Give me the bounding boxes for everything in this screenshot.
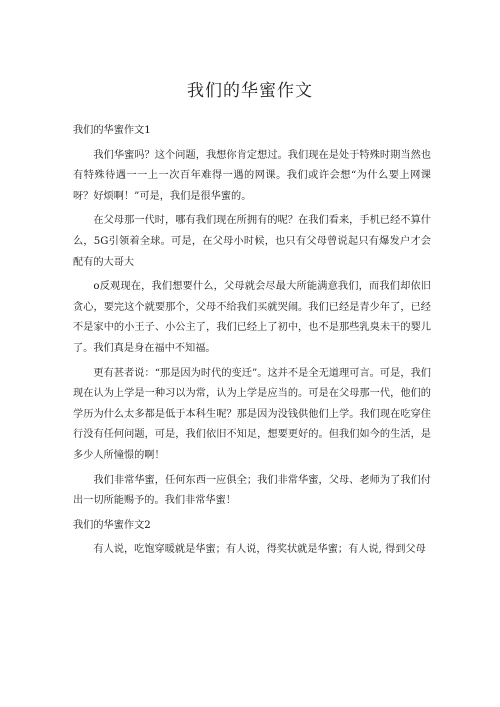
- document-title: 我们的华蜜作文: [187, 81, 313, 101]
- paragraph-1-4: 更有甚者说：“那是因为时代的变迁”。这并不是全无道理可言。可是，我们现在认为上学是一种习以为常，认为上学是应当的。可是在父母那一代，他们的学历为什么太多都是低于本科生呢？那是因为没钱供他们上学。我们现在吃穿住行没有任何问题，可是，我们依旧不知足，想要更好的。但我们如今的生活，是多少人所憧憬的啊！: [73, 367, 431, 461]
- section-heading-1: 我们的华蜜作文1: [73, 125, 151, 136]
- paragraph-2-1: 有人说，吃饱穿暖就是华蜜；有人说，得奖状就是华蜜；有人说, 得到父母: [93, 544, 426, 556]
- document-body: [73, 121, 431, 565]
- section-heading-2: 我们的华蜜作文2: [73, 519, 151, 531]
- paragraph-1-5: 我们非常华蜜，任何东西一应俱全；我们非常华蜜，父母、老师为了我们付出一切所能赐予的。我们非常华蜜！: [73, 474, 431, 507]
- paragraph-1-1: 我们华蜜吗？这个问题，我想你肯定想过。我们现在是处于特殊时期当然也有特殊待遇一一上一次百年难得一遇的网课。我们或许会想“为什么要上网课呀？好烦啊！”可是，我们是很华蜜的。: [73, 149, 431, 202]
- paragraph-1-2: 在父母那一代时，哪有我们现在所拥有的呢？在我们看来，手机已经不算什么，5G引领着全球。可是，在父母小时候，也只有父母曾说起只有爆发户才会配有的大哥大: [73, 215, 431, 268]
- paragraph-1-3: o反观现在，我们想要什么，父母就会尽最大所能满意我们，而我们却依旧贪心，要完这个就要那个，父母不给我们买就哭闹。我们已经是青少年了，已经不是家中的小王子、小公主了，我们已经上了初中，也不是那些乳臭未干的婴儿了。我们真是身在福中不知福。: [73, 281, 431, 354]
